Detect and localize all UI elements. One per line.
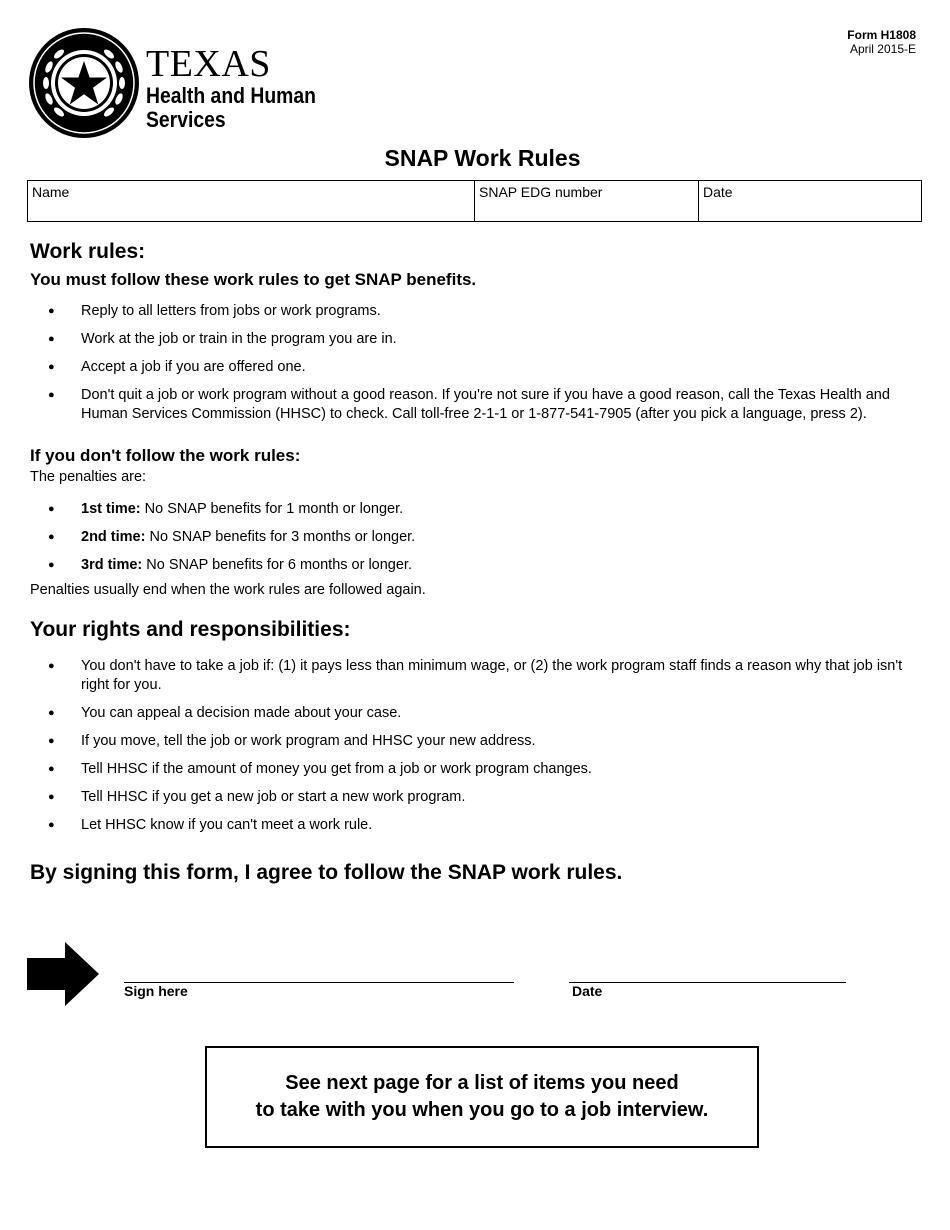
list-item [30, 528, 925, 547]
signature-line[interactable] [124, 982, 514, 999]
main-content [30, 238, 925, 887]
list-item: ● Work at the job or train in the program you are in. [30, 330, 925, 349]
date-field-label: Date [703, 184, 733, 200]
penalty-label: 2nd time: [81, 529, 146, 545]
next-page-notice [205, 1046, 759, 1148]
penalties-note: Penalties usually end when the work rules are followed again. [30, 582, 426, 598]
work-rules-heading: Work rules: [30, 240, 146, 263]
list-item [30, 556, 925, 575]
work-rules-list [30, 302, 925, 424]
penalty-text: No SNAP benefits for 1 month or longer. [144, 501, 404, 517]
penalties-list [30, 500, 925, 575]
rights-heading: Your rights and responsibilities: [30, 618, 351, 641]
list-item: ● You can appeal a decision made about your case. [30, 704, 925, 723]
list-item: ● Let HHSC know if you can't meet a work rule. [30, 816, 925, 835]
texas-hhs-seal-logo [28, 27, 140, 139]
edg-number-field-label: SNAP EDG number [479, 184, 603, 200]
work-rules-subheading: You must follow these work rules to get SNAP benefits. [30, 270, 477, 289]
list-item: ● Accept a job if you are offered one. [30, 358, 925, 377]
notice-line2: to take with you when you go to a job interview. [255, 1099, 709, 1121]
agreement-statement: By signing this form, I agree to follow the SNAP work rules. [30, 861, 623, 884]
penalty-text: No SNAP benefits for 6 months or longer. [146, 557, 412, 573]
signature-date-line[interactable] [569, 982, 846, 999]
form-identifier [847, 28, 916, 56]
agency-name-line2: Health and Human [146, 83, 316, 108]
list-item: ● Reply to all letters from jobs or work programs. [30, 302, 925, 321]
agency-name-line1: TEXAS [146, 43, 271, 85]
arrow-right-icon [27, 942, 99, 1006]
list-item: ● Don't quit a job or work program without a good reason. If you're not sure if you have a good reason, call the Texas Health and Human Services Commission (HHSC) to check. Call toll-free 2-1-1 or 1-877-541-7905 (after you pick a language, press 2). [30, 386, 925, 424]
sign-here-label: Sign here [124, 983, 188, 999]
name-field-label: Name [32, 184, 70, 200]
penalties-heading: If you don't follow the work rules: [30, 446, 301, 465]
signature-date-label: Date [572, 983, 603, 999]
list-item: ● You don't have to take a job if: (1) it pays less than minimum wage, or (2) the work program staff finds a reason why that job isn't right for you. [30, 657, 925, 695]
list-item: ● Tell HHSC if you get a new job or start a new work program. [30, 788, 925, 807]
list-item: ● If you move, tell the job or work program and HHSC your new address. [30, 732, 925, 751]
penalty-label: 1st time: [81, 501, 141, 517]
penalties-intro: The penalties are: [30, 469, 147, 485]
penalty-label: 3rd time: [81, 557, 143, 573]
form-date: April 2015-E [849, 42, 916, 56]
date-field[interactable] [699, 181, 921, 221]
agency-name [146, 44, 339, 132]
edg-number-field[interactable] [475, 181, 699, 221]
name-field[interactable] [28, 181, 475, 221]
page-title: SNAP Work Rules [384, 145, 581, 171]
notice-line1: See next page for a list of items you need [285, 1072, 679, 1094]
agency-name-line3: Services [146, 107, 226, 132]
penalty-text: No SNAP benefits for 3 months or longer. [149, 529, 416, 545]
applicant-info-table [27, 180, 922, 222]
list-item [30, 500, 925, 519]
form-number: Form H1808 [847, 28, 916, 42]
list-item: ● Tell HHSC if the amount of money you get from a job or work program changes. [30, 760, 925, 779]
rights-list [30, 657, 925, 835]
